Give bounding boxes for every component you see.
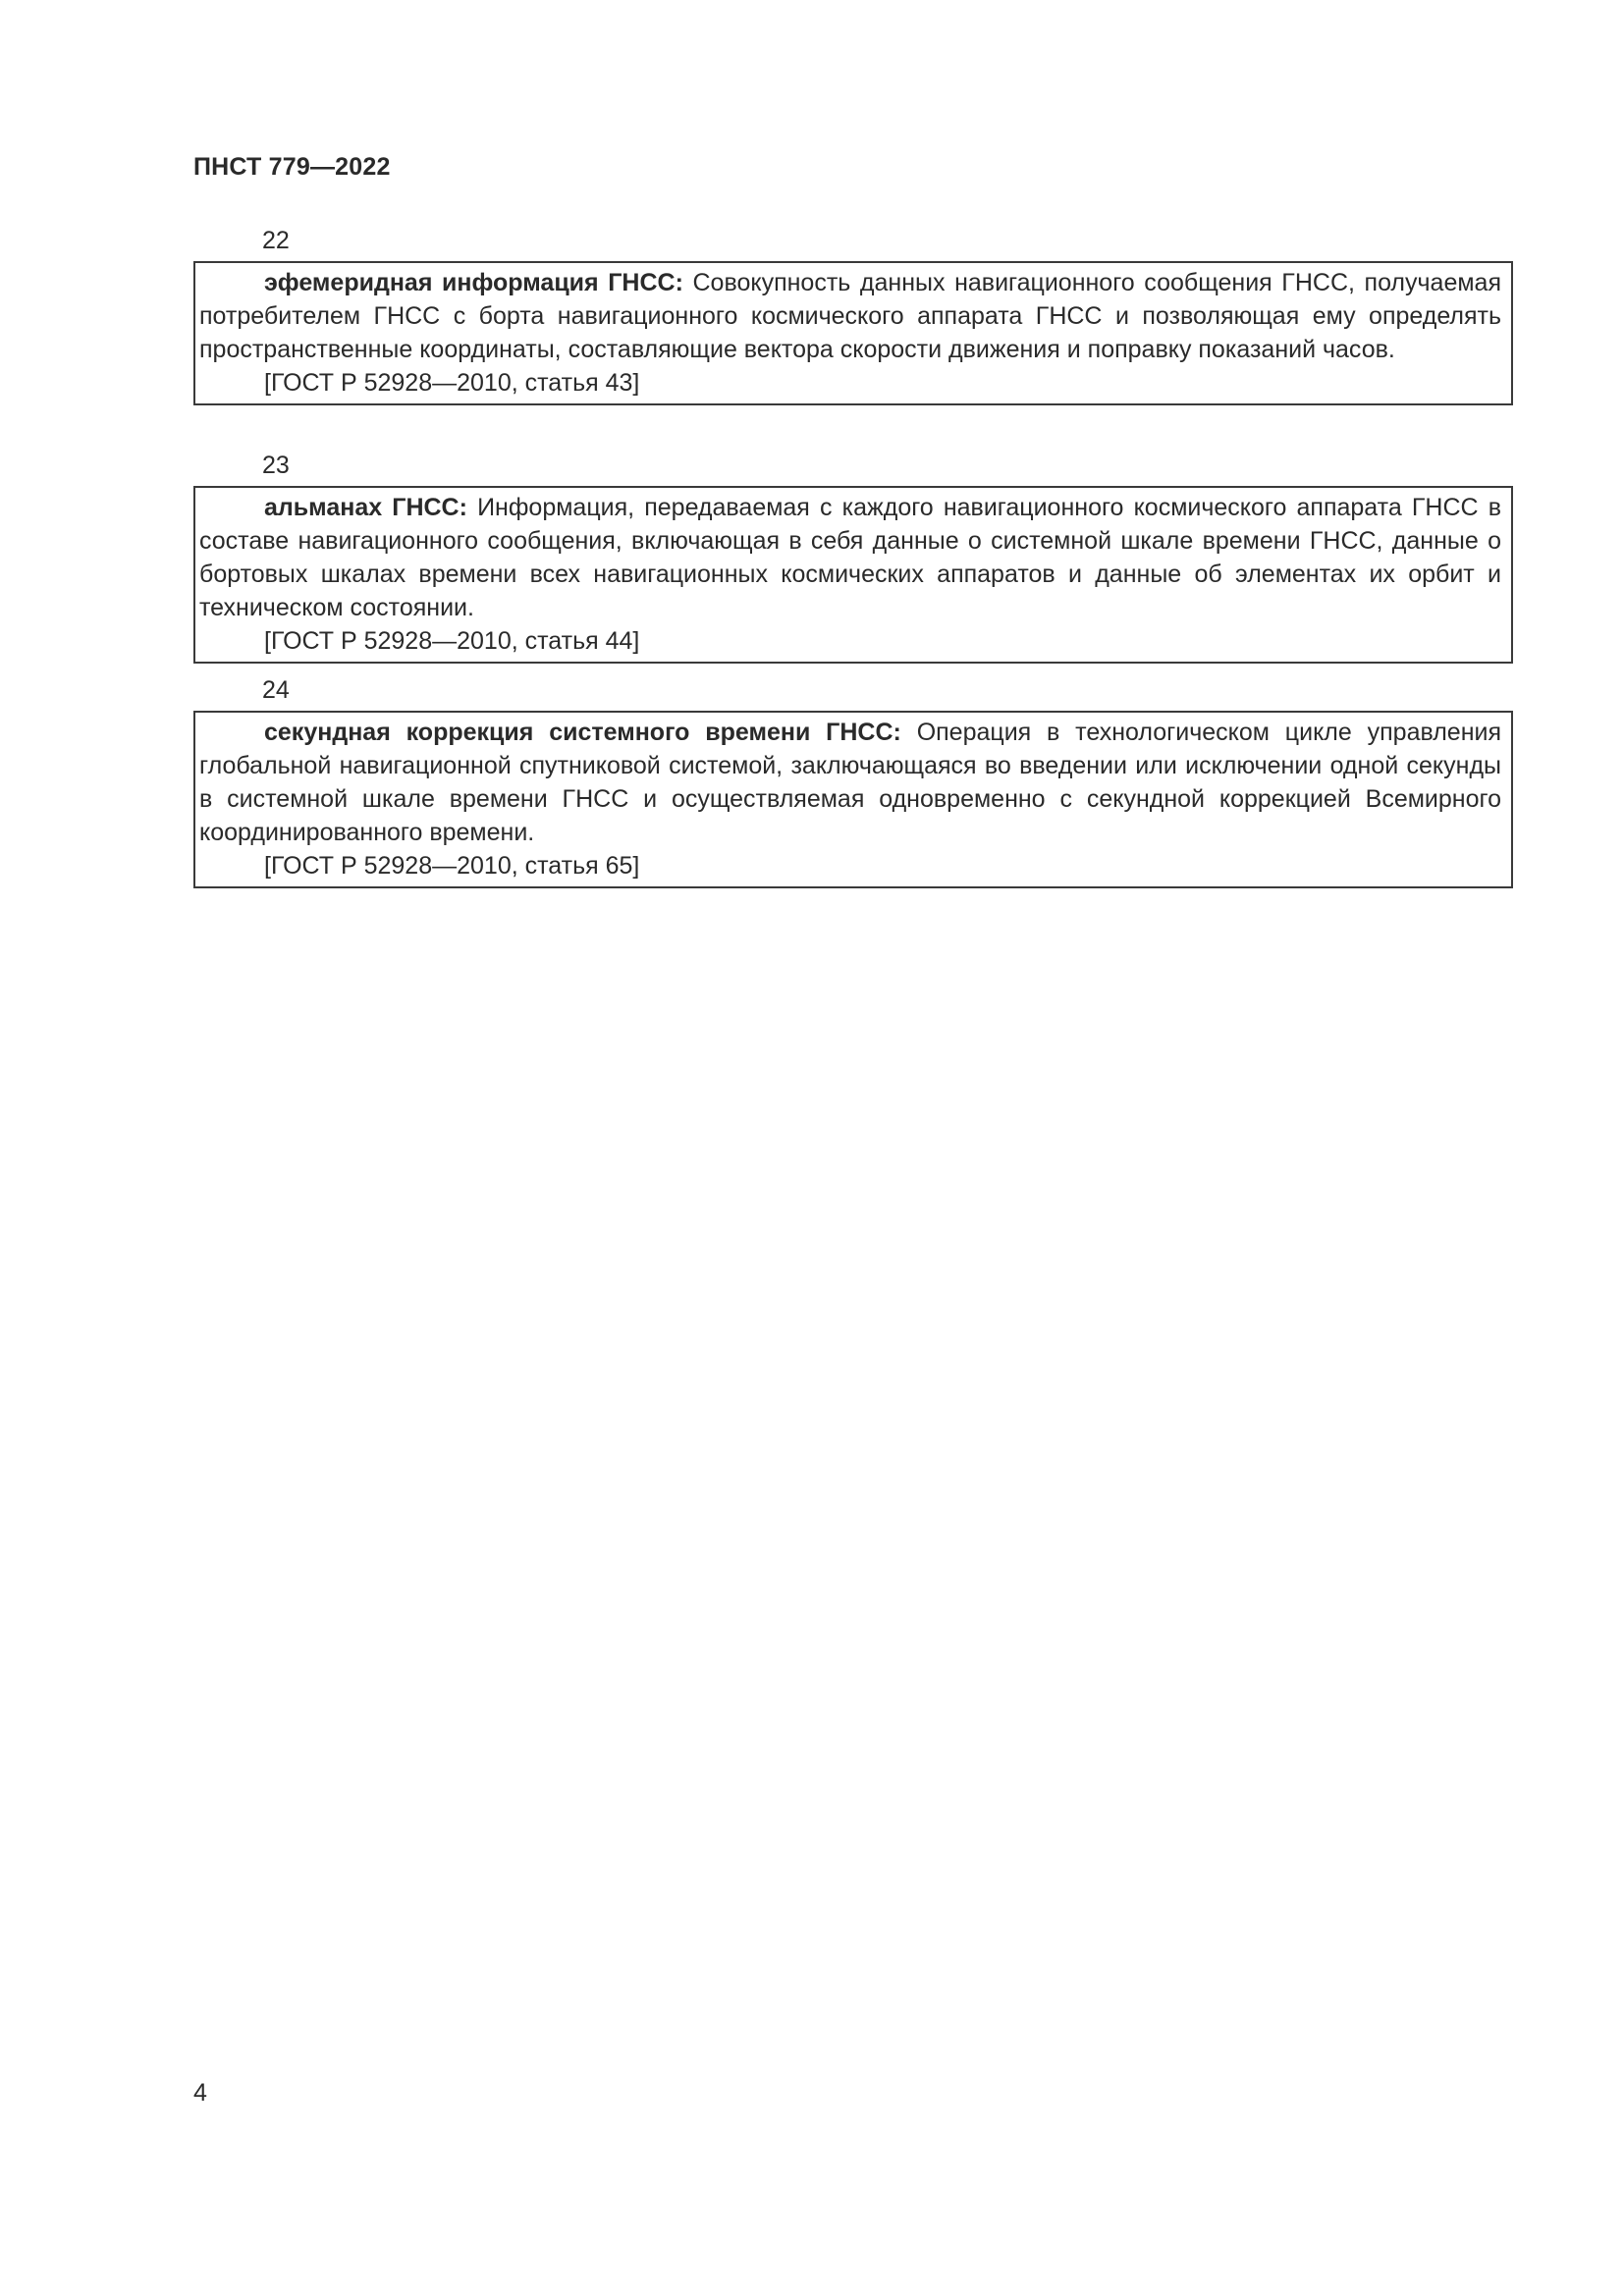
entry-definition [199,716,1501,849]
term-entry-24 [193,673,1513,888]
entry-source: [ГОСТ Р 52928—2010, статья 65] [264,852,640,880]
entry-source: [ГОСТ Р 52928—2010, статья 43] [264,369,640,397]
entry-term: альманах ГНСС: [264,494,467,521]
page-number: 4 [193,2079,207,2107]
entry-number: 23 [262,452,290,479]
entry-definition-text: Совокупность данных навигационного сообщения ГНСС, получаемая потребителем ГНСС с борта навигационного космического аппарата ГНСС и позволяющая ему определять пространственные координаты, составляющие вектора скорости движения и поправку показаний часов. [199,269,1501,363]
entry-definition-text: Операция в технологическом цикле управления глобальной навигационной спутниковой системой, заключающаяся во введении или исключении одной секунды в системной шкале времени ГНСС и осуществляемая одновременно с секундной коррекцией Всемирного координированного времени. [199,719,1501,846]
entry-frame [193,486,1513,664]
entry-number: 22 [262,227,290,254]
entry-source: [ГОСТ Р 52928—2010, статья 44] [264,627,640,655]
entry-term: эфемеридная информация ГНСС: [264,269,683,296]
entry-definition-text: Информация, передаваемая с каждого навигационного космического аппарата ГНСС в составе навигационного сообщения, включающая в себя данные о системной шкале времени ГНСС, данные о бортовых шкалах времени всех навигационных космических аппаратов и данные об элементах их орбит и техническом состоянии. [199,494,1501,621]
entry-number: 24 [262,676,290,704]
document-code: ПНСТ 779—2022 [193,153,391,181]
entry-term: секундная коррекция системного времени ГНСС: [264,719,901,746]
entry-definition [199,491,1501,624]
entry-frame [193,261,1513,405]
term-entry-22 [193,224,1513,405]
entry-definition [199,266,1501,366]
term-entry-23 [193,449,1513,664]
entry-frame [193,711,1513,888]
